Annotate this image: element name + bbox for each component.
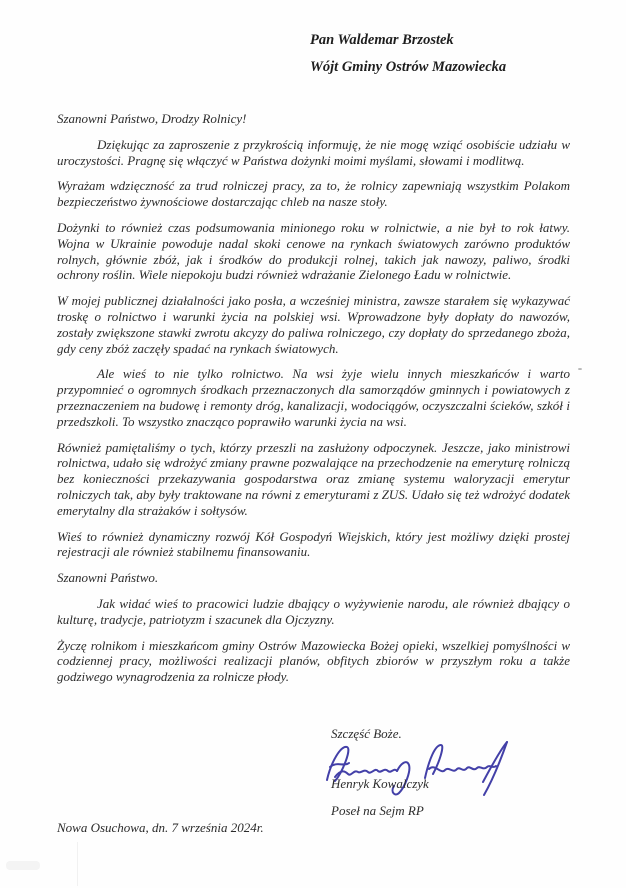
paragraph: Życzę rolnikom i mieszkańcom gminy Ostrów Mazowiecka Bożej opieki, wszelkiej pomyślności w codziennej pracy, możliwości realizacji planów, obfitych zbiorów w przyszłym roku a także godziwego wynagrodzenia za rolnicze płody. — [57, 637, 570, 685]
paragraph: Ale wieś to nie tylko rolnictwo. Na wsi żyje wielu innych mieszkańców i warto przypomnieć o ogromnych środkach przeznaczonych dla samorządów gminnych i powiatowych z przeznaczeniem na budowę i remonty dróg, kanalizacji, wodociągów, oczyszczalni ścieków, szkół i przedszkoli. To wszystko znacząco poprawiło warunki życia na wsi. — [57, 366, 570, 429]
paragraph: Dziękując za zaproszenie z przykrością informuję, że nie mogę wziąć osobiście udziału w uroczystości. Pragnę się włączyć w Państwa dożynki moimi myślami, słowami i modlitwą. — [57, 136, 570, 168]
paragraph: Jak widać wieś to pracowici ludzie dbający o wyżywienie narodu, ale również dbający o kulturę, tradycje, patriotyzm i szacunek dla Ojczyzny. — [57, 595, 570, 627]
salutation: Szanowni Państwo, Drodzy Rolnicy! — [57, 111, 247, 126]
signer-title: Poseł na Sejm RP — [331, 803, 424, 818]
second-salutation: Szanowni Państwo. — [57, 570, 159, 586]
letter-body — [57, 111, 570, 695]
scan-artifact-line — [77, 842, 78, 886]
place-date-line: Nowa Osuchowa, dn. 7 września 2024r. — [57, 820, 264, 835]
recipient-block — [310, 33, 506, 87]
closing-blessing: Szczęść Boże. — [331, 726, 402, 741]
paragraph: Wieś to również dynamiczny rozwój Kół Gospodyń Wiejskich, który jest możliwy dzięki prostej rejestracji ale również stabilnemu finansowaniu. — [57, 528, 570, 560]
paragraph: Wyrażam wdzięczność za trud rolniczej pracy, za to, że rolnicy zapewniają wszystkim Polakom bezpieczeństwo żywnościowe dostarczając chleb na nasze stoły. — [57, 178, 570, 210]
paragraph: Dożynki to również czas podsumowania minionego roku w rolnictwie, a nie był to rok łatwy. Wojna w Ukrainie powoduje nadal skoki cenowe na rynkach światowych zarówno produktów rolnych, głównie zbóż, jak i środków do produkcji rolnej, takich jak nawozy, paliwo, środki ochrony roślin. Wiele niepokoju budzi również wdrażanie Zielonego Ładu w rolnictwie. — [57, 219, 570, 283]
paragraph: Również pamiętaliśmy o tych, którzy przeszli na zasłużony odpoczynek. Jeszcze, jako ministrowi rolnictwa, udało się wdrożyć zmiany prawne pozwalające na przechodzenie na emeryturę rolniczą bez konieczności przekazywania gospodarstwa oraz zmianę systemu waloryzacji emerytur rolniczych tak, aby były traktowane na równi z emeryturami z ZUS. Udało się też wdrożyć dodatek emerytalny dla strażaków i sołtysów. — [57, 439, 570, 518]
closing-block — [331, 726, 551, 826]
scan-artifact-smudge — [6, 861, 40, 870]
signer-name: Henryk Kowalczyk — [331, 776, 429, 791]
recipient-title: Wójt Gminy Ostrów Mazowiecka — [310, 59, 507, 75]
scan-artifact-dot — [578, 368, 582, 370]
recipient-name: Pan Waldemar Brzostek — [310, 32, 454, 48]
paragraph: W mojej publicznej działalności jako posła, a wcześniej ministra, zawsze starałem się wykazywać troskę o rolnictwo i warunki życia na polskiej wsi. Wprowadzone były dopłaty do nawozów, zostały zwiększone stawki zwrotu akcyzy do paliwa rolniczego, czy dopłaty do sprzedanego zboża, gdy ceny zbóż zaczęły spadać na rynkach światowych. — [57, 293, 570, 356]
